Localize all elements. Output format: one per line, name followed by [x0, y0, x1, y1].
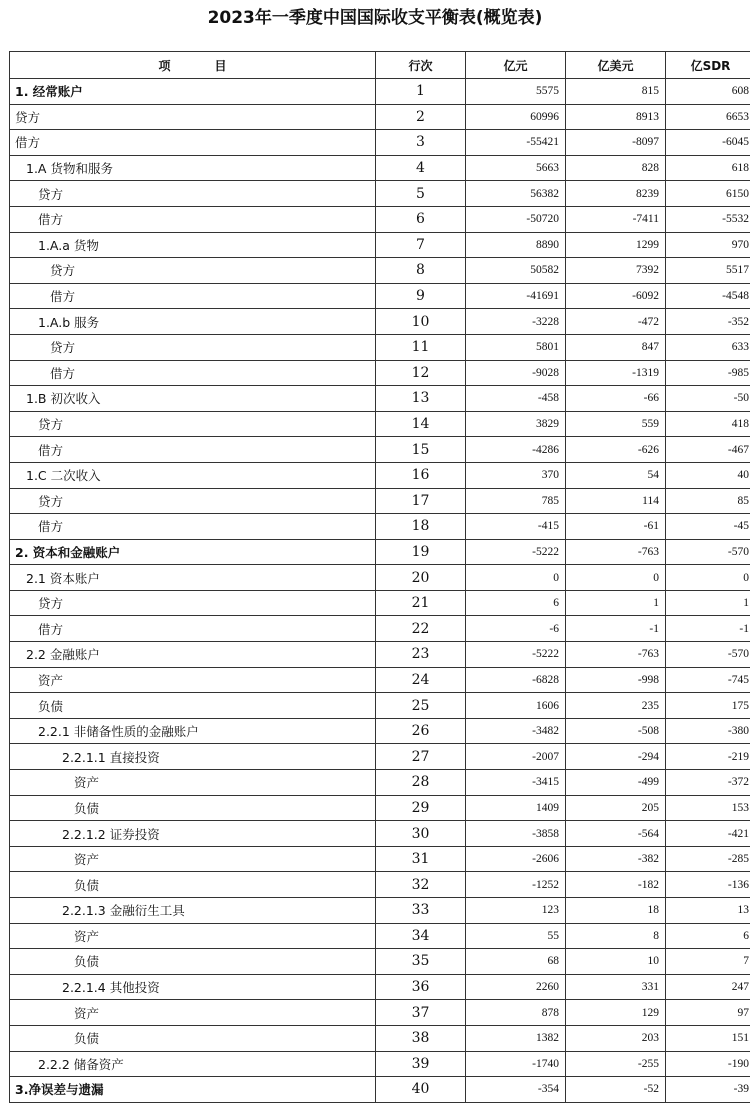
row-value-sdr: 7	[666, 949, 750, 975]
table-row	[10, 872, 750, 898]
row-label: 1.A 货物和服务	[10, 155, 376, 181]
row-label: 借方	[10, 206, 376, 232]
row-value-cny: -3228	[466, 309, 566, 335]
row-value-usd: 18	[566, 898, 666, 924]
table-row	[10, 386, 750, 412]
row-value-usd: 0	[566, 565, 666, 591]
table-row	[10, 309, 750, 335]
row-label: 2.2.1.2 证券投资	[10, 821, 376, 847]
row-value-usd: -52	[566, 1077, 666, 1103]
row-value-sdr: 13	[666, 898, 750, 924]
row-value-usd: 1	[566, 590, 666, 616]
row-label: 贷方	[10, 181, 376, 207]
row-value-sdr: -570	[666, 642, 750, 668]
row-value-usd: 10	[566, 949, 666, 975]
row-line-number: 12	[376, 360, 466, 386]
row-label: 负债	[10, 693, 376, 719]
row-label: 贷方	[10, 411, 376, 437]
row-value-cny: 5575	[466, 79, 566, 105]
row-value-usd: 205	[566, 795, 666, 821]
table-row	[10, 923, 750, 949]
row-label: 2.1 资本账户	[10, 565, 376, 591]
table-row	[10, 1000, 750, 1026]
row-value-cny: 1409	[466, 795, 566, 821]
row-value-sdr: 153	[666, 795, 750, 821]
row-value-usd: 114	[566, 488, 666, 514]
row-line-number: 15	[376, 437, 466, 463]
row-line-number: 10	[376, 309, 466, 335]
table-row	[10, 1051, 750, 1077]
row-value-cny: -2007	[466, 744, 566, 770]
row-line-number: 20	[376, 565, 466, 591]
row-label: 资产	[10, 923, 376, 949]
row-value-sdr: 97	[666, 1000, 750, 1026]
row-label: 负债	[10, 1025, 376, 1051]
row-value-sdr: -380	[666, 718, 750, 744]
row-label: 借方	[10, 130, 376, 156]
row-label: 贷方	[10, 104, 376, 130]
row-value-sdr: 6653	[666, 104, 750, 130]
row-value-usd: -61	[566, 514, 666, 540]
row-label: 2.2.1.4 其他投资	[10, 974, 376, 1000]
row-value-usd: 847	[566, 334, 666, 360]
row-label: 借方	[10, 283, 376, 309]
row-value-usd: -66	[566, 386, 666, 412]
row-line-number: 9	[376, 283, 466, 309]
row-value-usd: 331	[566, 974, 666, 1000]
row-value-usd: -472	[566, 309, 666, 335]
row-label: 1.A.b 服务	[10, 309, 376, 335]
table-row	[10, 693, 750, 719]
row-value-cny: 50582	[466, 258, 566, 284]
row-value-cny: 2260	[466, 974, 566, 1000]
row-label: 1. 经常账户	[10, 79, 376, 105]
row-value-sdr: -745	[666, 667, 750, 693]
row-label: 负债	[10, 872, 376, 898]
row-label: 负债	[10, 949, 376, 975]
table-row	[10, 795, 750, 821]
header-item	[10, 52, 376, 79]
row-line-number: 31	[376, 846, 466, 872]
row-value-sdr: -421	[666, 821, 750, 847]
row-value-cny: 1382	[466, 1025, 566, 1051]
row-line-number: 40	[376, 1077, 466, 1103]
row-value-usd: 1299	[566, 232, 666, 258]
row-value-sdr: 970	[666, 232, 750, 258]
row-value-usd: 129	[566, 1000, 666, 1026]
row-value-usd: 8239	[566, 181, 666, 207]
row-value-usd: 8	[566, 923, 666, 949]
row-line-number: 29	[376, 795, 466, 821]
row-value-usd: -499	[566, 770, 666, 796]
table-row	[10, 667, 750, 693]
row-label: 贷方	[10, 258, 376, 284]
table-row	[10, 1077, 750, 1103]
row-label: 2.2.1 非储备性质的金融账户	[10, 718, 376, 744]
row-value-sdr: 247	[666, 974, 750, 1000]
table-row	[10, 334, 750, 360]
header-sdr: 亿SDR	[666, 52, 750, 79]
row-value-sdr: -4548	[666, 283, 750, 309]
row-value-sdr: -985	[666, 360, 750, 386]
row-line-number: 38	[376, 1025, 466, 1051]
row-line-number: 14	[376, 411, 466, 437]
row-label: 2. 资本和金融账户	[10, 539, 376, 565]
table-row	[10, 949, 750, 975]
row-value-usd: -508	[566, 718, 666, 744]
row-value-usd: -8097	[566, 130, 666, 156]
table-row	[10, 744, 750, 770]
row-value-cny: 8890	[466, 232, 566, 258]
table-row	[10, 462, 750, 488]
row-line-number: 30	[376, 821, 466, 847]
row-value-cny: 878	[466, 1000, 566, 1026]
row-label: 1.C 二次收入	[10, 462, 376, 488]
row-value-cny: 0	[466, 565, 566, 591]
row-value-sdr: 151	[666, 1025, 750, 1051]
table-row	[10, 232, 750, 258]
row-line-number: 13	[376, 386, 466, 412]
row-value-sdr: 5517	[666, 258, 750, 284]
row-label: 资产	[10, 1000, 376, 1026]
row-line-number: 5	[376, 181, 466, 207]
row-value-usd: -1	[566, 616, 666, 642]
row-value-sdr: 175	[666, 693, 750, 719]
row-line-number: 25	[376, 693, 466, 719]
row-value-cny: -9028	[466, 360, 566, 386]
row-value-cny: -2606	[466, 846, 566, 872]
row-line-number: 21	[376, 590, 466, 616]
row-label: 资产	[10, 770, 376, 796]
table-row	[10, 181, 750, 207]
row-value-cny: 123	[466, 898, 566, 924]
header-usd: 亿美元	[566, 52, 666, 79]
row-value-sdr: -1	[666, 616, 750, 642]
row-label: 借方	[10, 437, 376, 463]
row-line-number: 18	[376, 514, 466, 540]
row-value-sdr: -219	[666, 744, 750, 770]
row-value-sdr: 85	[666, 488, 750, 514]
header-item-char-2: 目	[214, 58, 227, 73]
row-label: 负债	[10, 795, 376, 821]
row-line-number: 4	[376, 155, 466, 181]
row-value-sdr: -372	[666, 770, 750, 796]
table-row	[10, 258, 750, 284]
table-row	[10, 411, 750, 437]
row-line-number: 6	[376, 206, 466, 232]
row-value-usd: -382	[566, 846, 666, 872]
row-line-number: 22	[376, 616, 466, 642]
row-value-sdr: 608	[666, 79, 750, 105]
row-value-cny: -55421	[466, 130, 566, 156]
row-line-number: 16	[376, 462, 466, 488]
row-value-cny: 6	[466, 590, 566, 616]
row-value-cny: -50720	[466, 206, 566, 232]
row-value-cny: 370	[466, 462, 566, 488]
row-value-cny: -458	[466, 386, 566, 412]
row-label: 贷方	[10, 590, 376, 616]
row-value-cny: 5801	[466, 334, 566, 360]
row-value-sdr: -352	[666, 309, 750, 335]
table-row	[10, 846, 750, 872]
balance-of-payments-table	[9, 51, 750, 1103]
row-line-number: 24	[376, 667, 466, 693]
table-row	[10, 360, 750, 386]
row-value-sdr: -190	[666, 1051, 750, 1077]
row-label: 1.B 初次收入	[10, 386, 376, 412]
row-value-cny: -1740	[466, 1051, 566, 1077]
table-row	[10, 565, 750, 591]
row-label: 借方	[10, 616, 376, 642]
table-row	[10, 770, 750, 796]
row-value-sdr: 1	[666, 590, 750, 616]
row-label: 2.2.2 储备资产	[10, 1051, 376, 1077]
table-row	[10, 590, 750, 616]
row-value-cny: 56382	[466, 181, 566, 207]
header-item-char-1: 项	[158, 58, 171, 73]
row-value-sdr: 6	[666, 923, 750, 949]
row-value-cny: -3415	[466, 770, 566, 796]
row-value-cny: -3482	[466, 718, 566, 744]
row-value-cny: -6	[466, 616, 566, 642]
table-row	[10, 821, 750, 847]
header-line-number: 行次	[376, 52, 466, 79]
table-row	[10, 206, 750, 232]
table-row	[10, 974, 750, 1000]
row-value-usd: 559	[566, 411, 666, 437]
row-label: 2.2.1.3 金融衍生工具	[10, 898, 376, 924]
row-value-usd: 235	[566, 693, 666, 719]
row-value-cny: 68	[466, 949, 566, 975]
row-line-number: 32	[376, 872, 466, 898]
row-value-cny: 785	[466, 488, 566, 514]
row-label: 3.净误差与遗漏	[10, 1077, 376, 1103]
row-line-number: 23	[376, 642, 466, 668]
row-value-cny: -5222	[466, 642, 566, 668]
row-value-usd: -626	[566, 437, 666, 463]
row-value-usd: -1319	[566, 360, 666, 386]
row-value-usd: -255	[566, 1051, 666, 1077]
row-value-usd: -6092	[566, 283, 666, 309]
table-header-row	[10, 52, 750, 79]
row-value-usd: -7411	[566, 206, 666, 232]
row-line-number: 33	[376, 898, 466, 924]
row-line-number: 27	[376, 744, 466, 770]
row-value-sdr: 0	[666, 565, 750, 591]
row-value-usd: 8913	[566, 104, 666, 130]
row-value-cny: -3858	[466, 821, 566, 847]
row-value-usd: 815	[566, 79, 666, 105]
table-row	[10, 437, 750, 463]
row-value-usd: -564	[566, 821, 666, 847]
row-line-number: 37	[376, 1000, 466, 1026]
row-line-number: 36	[376, 974, 466, 1000]
row-value-sdr: -285	[666, 846, 750, 872]
table-row	[10, 104, 750, 130]
row-value-sdr: -39	[666, 1077, 750, 1103]
row-value-usd: 7392	[566, 258, 666, 284]
table-body	[10, 79, 750, 1103]
row-label: 贷方	[10, 334, 376, 360]
table-row	[10, 283, 750, 309]
row-label: 2.2.1.1 直接投资	[10, 744, 376, 770]
row-value-cny: -354	[466, 1077, 566, 1103]
row-value-cny: 60996	[466, 104, 566, 130]
table-row	[10, 130, 750, 156]
row-line-number: 8	[376, 258, 466, 284]
table-row	[10, 718, 750, 744]
row-label: 借方	[10, 514, 376, 540]
table-row	[10, 616, 750, 642]
row-value-sdr: 418	[666, 411, 750, 437]
row-value-cny: -415	[466, 514, 566, 540]
table-row	[10, 1025, 750, 1051]
row-value-cny: 55	[466, 923, 566, 949]
row-value-usd: -763	[566, 642, 666, 668]
row-value-cny: 1606	[466, 693, 566, 719]
header-cny: 亿元	[466, 52, 566, 79]
row-value-sdr: -467	[666, 437, 750, 463]
row-value-sdr: -5532	[666, 206, 750, 232]
row-value-sdr: 40	[666, 462, 750, 488]
row-value-sdr: -6045	[666, 130, 750, 156]
row-line-number: 26	[376, 718, 466, 744]
row-label: 借方	[10, 360, 376, 386]
row-label: 资产	[10, 667, 376, 693]
row-value-sdr: -50	[666, 386, 750, 412]
row-value-cny: 5663	[466, 155, 566, 181]
row-value-sdr: -136	[666, 872, 750, 898]
row-line-number: 1	[376, 79, 466, 105]
row-value-usd: 828	[566, 155, 666, 181]
row-value-usd: -294	[566, 744, 666, 770]
row-value-usd: 54	[566, 462, 666, 488]
page-title: 2023年一季度中国国际收支平衡表(概览表)	[207, 8, 543, 28]
table-row	[10, 514, 750, 540]
row-value-usd: -763	[566, 539, 666, 565]
row-value-cny: 3829	[466, 411, 566, 437]
table-row	[10, 642, 750, 668]
table-row	[10, 898, 750, 924]
row-value-cny: -4286	[466, 437, 566, 463]
row-value-sdr: 618	[666, 155, 750, 181]
table-row	[10, 488, 750, 514]
row-label: 资产	[10, 846, 376, 872]
row-value-sdr: 633	[666, 334, 750, 360]
row-value-usd: -182	[566, 872, 666, 898]
table-row	[10, 79, 750, 105]
row-line-number: 2	[376, 104, 466, 130]
row-label: 1.A.a 货物	[10, 232, 376, 258]
row-line-number: 34	[376, 923, 466, 949]
row-line-number: 39	[376, 1051, 466, 1077]
row-value-sdr: -570	[666, 539, 750, 565]
row-line-number: 17	[376, 488, 466, 514]
row-value-cny: -1252	[466, 872, 566, 898]
row-line-number: 3	[376, 130, 466, 156]
row-value-sdr: -45	[666, 514, 750, 540]
row-label: 2.2 金融账户	[10, 642, 376, 668]
row-line-number: 28	[376, 770, 466, 796]
table-row	[10, 539, 750, 565]
table-row	[10, 155, 750, 181]
row-line-number: 19	[376, 539, 466, 565]
row-value-cny: -6828	[466, 667, 566, 693]
row-line-number: 35	[376, 949, 466, 975]
row-line-number: 11	[376, 334, 466, 360]
row-value-cny: -41691	[466, 283, 566, 309]
row-label: 贷方	[10, 488, 376, 514]
row-value-cny: -5222	[466, 539, 566, 565]
row-value-usd: 203	[566, 1025, 666, 1051]
row-line-number: 7	[376, 232, 466, 258]
row-value-usd: -998	[566, 667, 666, 693]
row-value-sdr: 6150	[666, 181, 750, 207]
